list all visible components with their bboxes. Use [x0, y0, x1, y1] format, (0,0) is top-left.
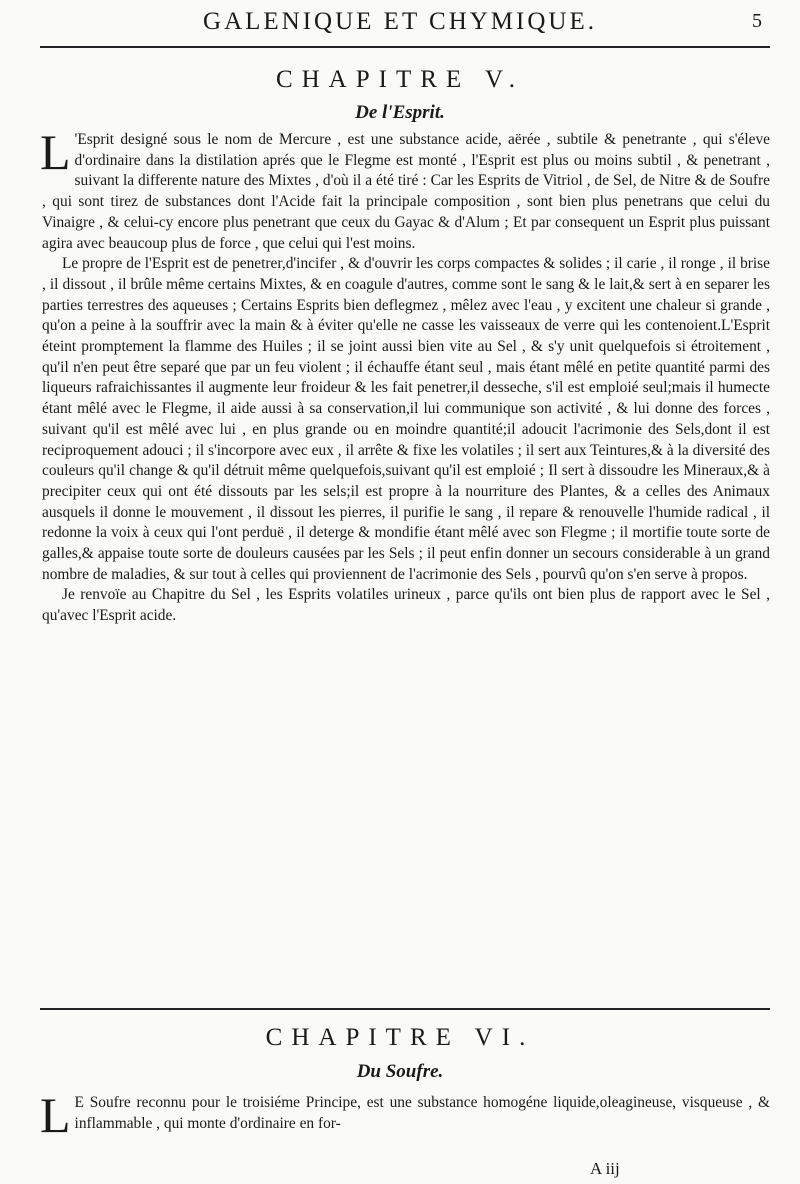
- page-number: 5: [752, 10, 762, 32]
- chapter-5-subtitle: De l'Esprit.: [355, 102, 445, 123]
- signature-mark: A iij: [590, 1159, 620, 1178]
- chapter-6-paragraph-1-text: E Soufre reconnu pour le troisiéme Principe, est une substance homogéne liquide,oleagineuse, visqueuse , & inflammable , qui monte d'ordinaire en for-: [74, 1094, 770, 1132]
- chapter-5-body: [40, 124, 770, 627]
- chapter-6-paragraph-1: [40, 1087, 770, 1143]
- running-head: GALENIQUE ET CHYMIQUE.: [203, 8, 597, 35]
- chapter-6-title: CHAPITRE VI.: [265, 1024, 535, 1051]
- chapter-5-title: CHAPITRE V.: [275, 66, 525, 93]
- chapter-5-paragraph-2: Le propre de l'Esprit est de penetrer,d'incifer , & d'ouvrir les corps compactes & solides ; il carie , il ronge , il brise , il dissout , il brûle même certains Mixtes, & en coagule d'autres, comme sont le sang & le lait,& sert à en separer les parties terrestres des aqueuses ; Certains Esprits bien deflegmez , mêlez avec l'eau , y excitent une chaleur si grande , qu'on a peine à la souffrir avec la main & à éviter qu'elle ne casse les vaisseaux de verre qui les contenoient.L'Esprit éteint promptement la flamme des Huiles ; il se joint aussi bien vite au Sel , & s'y unit quelquefois si étroitement , qu'il n'en peut être separé que par un feu violent ; il échauffe étant seul , mais étant mêlé en petite quantité parmi des liqueurs rafraichissantes il augmente leur froideur & les fait penetrer,il desseche, s'il est emploié seul;mais il humecte étant mêlé avec le Flegme, il aide aussi à sa conservation,il lui communique son activité , & lui donne des forces , suivant qu'il est mêlé avec lui , en plus grande ou en moindre quantité;il adoucit l'acrimonie des Sels,dont il est reciproquement adouci ; il s'incorpore avec eux , il arrête & fixe les volatiles ; il sert aux Teintures,& à la diversité des couleurs qu'il change & qu'il détruit même quelquefois,suivant qu'il est emploié ; Il sert à dissoudre les Mineraux,& à precipiter ceux qui ont été dissouts par les sels;il est propre à la nourriture des Plantes, & a celles des Animaux ausquels il donne le mouvement , il dissout les pierres, il purifie le sang , il repare & renouvelle l'humide radical , il redonne la voix à ceux qui l'ont perduë , il deterge & mondifie étant mêlé avec son Flegme ; il mortifie toute sorte de galles,& appaise toute sorte de douleurs causées par les Sels ; il peut enfin donner un secours considerable à un grand nombre de maladies, & sur tout à celles qui proviennent de l'acrimonie des Sels , pourvû qu'on s'en serve à propos.: [42, 255, 770, 583]
- chapter-5-paragraph-3: Je renvoïe au Chapitre du Sel , les Esprits volatiles urineux , parce qu'ils ont bien plus de rapport avec le Sel , qu'avec l'Esprit acide.: [42, 586, 770, 625]
- chapter-5-paragraph-1-text: 'Esprit designé sous le nom de Mercure , est une substance acide, aërée , subtile & penetrante , qui s'éleve d'ordinaire dans la distilation aprés que le Flegme est monté , l'Esprit est plus ou moins subtil , & penetrant , suivant la differente nature des Mixtes , d'où il a été tiré : Car les Esprits de Vitriol , de Sel, de Nitre & de Soufre , qui sont tirez de substances dont l'Acide fait la principale composition , sont bien plus penetrans que celui du Vinaigre , & celui-cy encore plus penetrant que ceux du Gayac & d'Alum ; Et par consequent un Esprit plus puissant agira avec beaucoup plus de force , que celui qui l'est moins.: [42, 131, 770, 252]
- section-rule: [40, 1008, 770, 1010]
- chapter-6-subtitle: Du Soufre.: [356, 1061, 444, 1082]
- top-rule: [40, 46, 770, 48]
- chapter-5-dropcap: L: [40, 124, 71, 180]
- chapter-5-paragraph-1: [40, 124, 770, 254]
- chapter-6-dropcap: L: [40, 1087, 71, 1143]
- chapter-6-body: [40, 1087, 770, 1143]
